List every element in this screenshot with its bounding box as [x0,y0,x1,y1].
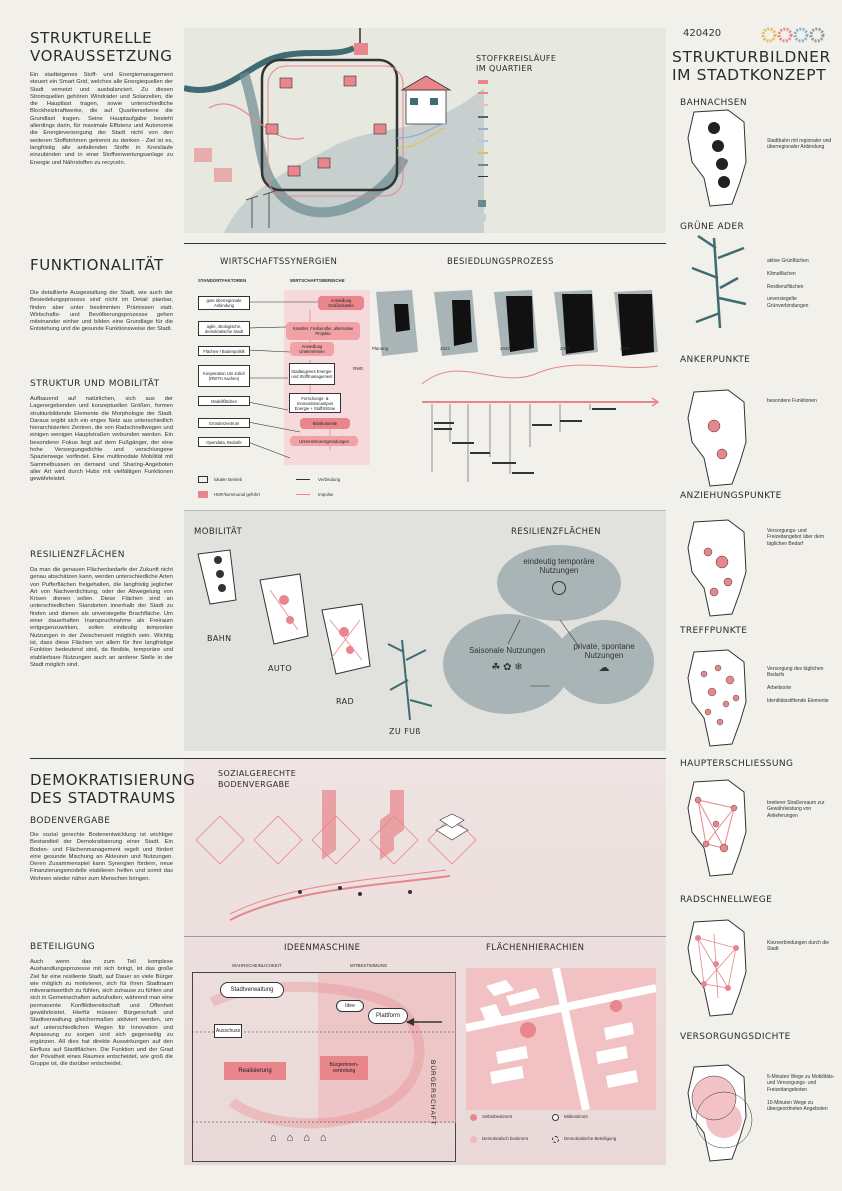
section3-sub2-title: BETEILIGUNG [30,942,96,952]
ideen-divider [184,936,666,937]
ideen-people-icons: ⌂⌂⌂⌂ [270,1132,337,1144]
legend-local-swatch [198,476,208,483]
resilienz-connectors [490,600,600,700]
sidebar-text-versorgungsdichte: 5-Minuten Wege zu Mobilitäts- und Versorgungs- und Freizeitangeboten 10-Minuten Wege zu übergeordneten Angeboten [767,1074,835,1113]
clock-icon [552,581,566,595]
resilienz-title: RESILIENZFLÄCHEN [511,527,601,537]
logo-gears-icon [760,26,830,44]
ideen-title: IDEENMASCHINE [284,943,361,953]
legend-local-label: lokaler Betrieb [214,477,243,482]
legend-impulse-label: Impulse [318,492,334,497]
factor-box-2: agile, ökologische, demokratische Stadt [198,321,250,336]
area-box-7: Unternehmensgründungen [290,436,358,446]
section2-sub1-body: Aufbauend auf natürlichen, sich aus der Lagerergebenden und konzeptuellen Größen, formen strukturbildende Elemente die Morphologie der Stadt. Daraus ergibt sich ein enges Netz aus unterschiedlich hierarchisierten Zentren, die von Radschnellwegen und einigen wenigen Hauptstraßen verbunden werden. Ein besonderer Fokus liegt auf dem Fußgänger, der eine hohe Versorgungsdichte und verschlungene Spazierwege vorfindet. Eine multimodale Mobilität mit Sammelbussen on demand und Sharing-Angeboten aller Art wird durch Hubs mit vielfältigen Funktionen gewährleistet. [30,396,173,483]
besiedlung-title: BESIEDLUNGSPROZESS [447,257,554,267]
flaechen-legend-swatch-4 [552,1136,559,1143]
section3-title-2: DES STADTRAUMS [30,789,176,807]
sidebar-title-versorgungsdichte: VERSORGUNGSDICHTE [680,1032,791,1042]
resilienz-bubble-temporaer-label: eindeutig temporäre Nutzungen [523,557,595,575]
section2-sub2-title: RESILIENZFLÄCHEN [30,550,125,560]
area-box-3: Ansiedlung Unternehmen [290,342,334,356]
stoffkreislauf-title-2: IM QUARTIER [476,64,533,73]
factor-box-5: Modellflächen [198,396,250,406]
ideen-node-idee: Idee [336,1000,364,1012]
phase-label-3: 2040 [500,346,510,351]
cloud-icon: ☁ [598,662,610,674]
flaechen-map [466,968,656,1110]
sidebar-main-title-2: IM STADTKONZEPT [672,66,827,84]
flaechen-legend-3: Demokratisch bestimmt [482,1136,528,1141]
factor-box-6: Gründerzentrum [198,418,250,428]
wirtschaft-title: WIRTSCHAFTSSYNERGIEN [220,257,338,267]
section1-body: Ein stadteigenes Stoff- und Energiemanagement steuert ein Smart Grid, welches alle Energiequellen der Stadt vernetzt und ausbalanciert. Zu diesen Stromquellen gehören Windräder und Solarzellen, die die Hauptlast tragen, sowie unterschiedliche Blockheizkraftwerke, die auf Quartiersebene die Grundlast tragen. Seine Hauptaufgabe besteht allerdings darin, für maximale Effizienz und Autonomie die Energieversorgung der Stadt nicht von den weiteren Stoffströmen getrennt zu denken - Ziel ist es, langfristig alle anfallenden Stoffe in Kreisläufe einzubinden und in einer Stoffverwertungsanlage zu Energie und Nährstoffen zu recyceln. [30,72,173,166]
sidebar-text-radschnellwege: Kiezverbindungen durch die Stadt [767,940,829,953]
phase-label-5: 2070 [620,346,630,351]
sidebar-text-bahnachsen: Stadtbahn mit regionaler und überregionaler Anbindung [767,138,832,151]
section2-body: Die detaillierte Ausgestaltung der Stadt, wie auch der Besiedelungsprozess sind nicht im Detail planbar, finden aber unter bestimmten Prämissen statt. Wirtschafts- und Bevölkerungsprozesse gehen miteinander einher und bilden eine Grundlage für die Entstehung und die gesunde Funktionsweise der Stadt. [30,290,173,333]
sidebar-title-anziehungspunkte: ANZIEHUNGSPUNKTE [680,491,782,501]
ideen-node-buergervertretung: Bürgerinnen-vertretung [320,1056,368,1080]
standortfaktoren-header: STANDORTFAKTOREN [198,278,247,283]
sidebar-title-bahnachsen: BAHNACHSEN [680,98,748,108]
mobility-mode-3: RAD [336,697,355,706]
sidebar-main-title-1: STRUKTURBILDNER [672,48,831,66]
section3-sub1-body: Die sozial gerechte Bodenentwicklung ist wichtiger Bestandteil der Demokratisierung einer Stadt. Ein Boden- und Flächenmanagement regelt und fördert eine gesunde Mischung an Akteuren und Nutzungen. Deren Zusammenspiel kann Synergien fördern, neue Finanzierungsmodelle etablieren helfen und somit das Wohnen wieder näher zum Menschen bringen. [30,832,173,882]
besiedlung-timeline [400,362,660,502]
bodenvergabe-diagram [190,790,490,930]
resilienz-bubble-privat-label: private, spontane Nutzungen [573,642,635,660]
phase-label-2: 2022 [440,346,450,351]
flaechen-legend-swatch-1 [470,1114,477,1121]
section-divider-1 [184,243,666,244]
flaechen-legend-swatch-2 [552,1114,559,1121]
season-icons: ☘ ✿ ❄ [491,662,523,673]
flaechen-legend-swatch-3 [470,1136,477,1143]
ideen-node-realisierung: Realisierung [224,1062,286,1080]
wirtschaftsbereiche-header: WIRTSCHAFTSBEREICHE [290,278,345,283]
legend-verbindung-label: Verbindung [318,477,341,482]
section3-sub1-title: BODENVERGABE [30,816,111,826]
ideen-col-2: MITBESTIMMUNG [350,963,388,968]
factor-box-4: Kooperation Uni Jülich (RWTH Aachen) [198,365,250,387]
legend-hmf-label: HMF/kommunal geführt [214,492,260,497]
phase-label-4: 2055 [560,346,570,351]
sidebar-title-haupterschliessung: HAUPTERSCHLIESSUNG [680,759,794,769]
sidebar-text-haupterschliessung: breiterer Straßenraum zur Gewährleistung von Anlieferungen [767,800,825,819]
flaechen-legend-2: Mitbestimmt [564,1114,588,1119]
stoffkreislauf-title-1: STOFFKREISLÄUFE [476,54,557,63]
legend-hmf-swatch [198,491,208,498]
section3-title-1: DEMOKRATISIERUNG [30,771,196,789]
bodenvergabe-title-2: BODENVERGABE [218,780,290,789]
area-box-5: Forschungs- & Innovationscampus Energie + Stoffströme [289,393,341,413]
sidebar-text-ankerpunkte: besondere Funktionen [767,398,817,404]
sidebar-maps [684,108,764,1178]
flaechen-legend-1: Selbstbestimmt [482,1114,513,1119]
section2-title: FUNKTIONALITÄT [30,256,164,274]
bodenvergabe-title-1: SOZIALGERECHTE [218,769,297,778]
legend-impulse-swatch [296,494,310,495]
section1-title-1: STRUKTURELLE [30,29,153,47]
ideen-side-label: BÜRGERSCHAFT [429,1060,436,1126]
besiedlung-maps [372,282,660,362]
ideen-node-plattform: Plattform [368,1008,408,1024]
sidebar-text-anziehungspunkte: Versorgungs- und Freizeitangebot über dem täglichen Bedarf [767,528,824,547]
area-box-2: Künstler, Freiberufler, alternative Projekte [286,322,360,340]
mobility-mode-4: ZU FUß [389,727,421,736]
mobility-mode-1: BAHN [207,634,232,643]
section2-sub2-body: Da man die genauen Flächenbedarfe der Zukunft nicht genau abschätzen kann, werden unterschiedliche Arten von Pufferflächen freigehalten, die langfristig jeglicher Art von Nachverdichtung, oder der Abwegelung von Krisen dienen sollen. Diese Flächen sind an unterschiedlichen Standorten innerhalb der Stadt zu finden und dienen als unversiegelte Brachfläche. Um einer dauerhaften Inanspruchnahme als Freiraum entgegenzuwirken, sollen eindeutig temporäre Nutzungen in der Zwischenzeit möglich sein. Wichtig ist, dass diese Flächen vor allem für ihre langfristige Funktion bedeutend sind, da flexible, temporäre und etablierbare Nutzungen auch an anderer Stelle in der Stadt möglich sind. [30,567,173,668]
sidebar-title-radschnellwege: RADSCHNELLWEGE [680,895,773,905]
ideen-node-ausschuss: Ausschuss [214,1024,242,1038]
phase-label-1: Planung [372,346,389,351]
project-code: 420420 [683,28,722,39]
section2-sub1-title: STRUKTUR UND MOBILITÄT [30,379,160,389]
flaechen-title: FLÄCHENHIERACHIEN [486,943,585,953]
area-box-1: Ansiedlung Großindustrie [318,296,364,310]
sidebar-title-ankerpunkte: ANKERPUNKTE [680,355,751,365]
area-box-4: Stadteigenes Energie- und Stoffmanagement [289,363,335,385]
stoffkreislauf-diagram [184,28,484,233]
sidebar-title-gruene-ader: GRÜNE ADER [680,222,745,232]
factor-box-7: Opendata, Bedarfe [198,437,250,447]
sidebar-title-treffpunkte: TREFFPUNKTE [680,626,748,636]
ideen-col-1: WAHRSCHEINLICHKEIT [232,963,282,968]
section3-sub2-body: Auch wenn das zum Teil komplexe Aushandlungsprozesse mit sich bringt, ist das große Ziel für eine resiliente Stadt, auf Dauer so viele Bürger wie möglich zu motivieren, sich für ihren Stadtraum mitverantwortlich zu fühlen, sich zuhause zu fühlen und sich in Gemeinschaften aufzuhalten, während man eine permanente Konfliktbereitschaft und Offenheit gewährleistet. Hierfür müssen Bürgerschaft und Stadtverwaltung gleichermaßen aktiviert werden, um auf unterschiedlichen Wegen für Innovation und Anpassung zu sorgen und sich gegenseitig zu ergänzen. All dies hat direkte Auswirkungen auf den Einfluss auf Stadtflächen. Die Funktion und der Grad der Privatheit eines Raumes entscheidet, wie groß die Gruppe ist, die darüber entscheidet. [30,959,173,1068]
stoffkreislauf-legend [478,80,538,230]
sidebar-text-gruene-ader: aktive Grünflächen Klimaflächen Resilienzflächen unversiegelte Grünverbindungen [767,258,809,309]
legend-verbindung-swatch [296,479,310,480]
ideen-node-stadtverwaltung: Stadtverwaltung [220,982,284,998]
mobility-title: MOBILITÄT [194,527,243,537]
section1-title-2: VORAUSSETZUNG [30,47,173,65]
sidebar-text-treffpunkte: Versorgung des täglichen Bedarfs Arbeitsorte Identitätsstiftende Elemente [767,666,829,705]
mobility-maps [190,540,440,720]
factor-box-1: gute überregionale Anbindung [198,296,250,310]
rwe-label: RWE [353,366,364,371]
area-box-6: Bioökonomie [300,418,350,429]
resilienz-bubble-saisonal-label: Saisonale Nutzungen [468,646,546,655]
mobility-mode-2: AUTO [268,664,293,673]
factor-box-3: Flächen-/ Bodenpolitik [198,346,250,356]
flaechen-legend-4: Demokratische Beteiligung [564,1136,617,1141]
